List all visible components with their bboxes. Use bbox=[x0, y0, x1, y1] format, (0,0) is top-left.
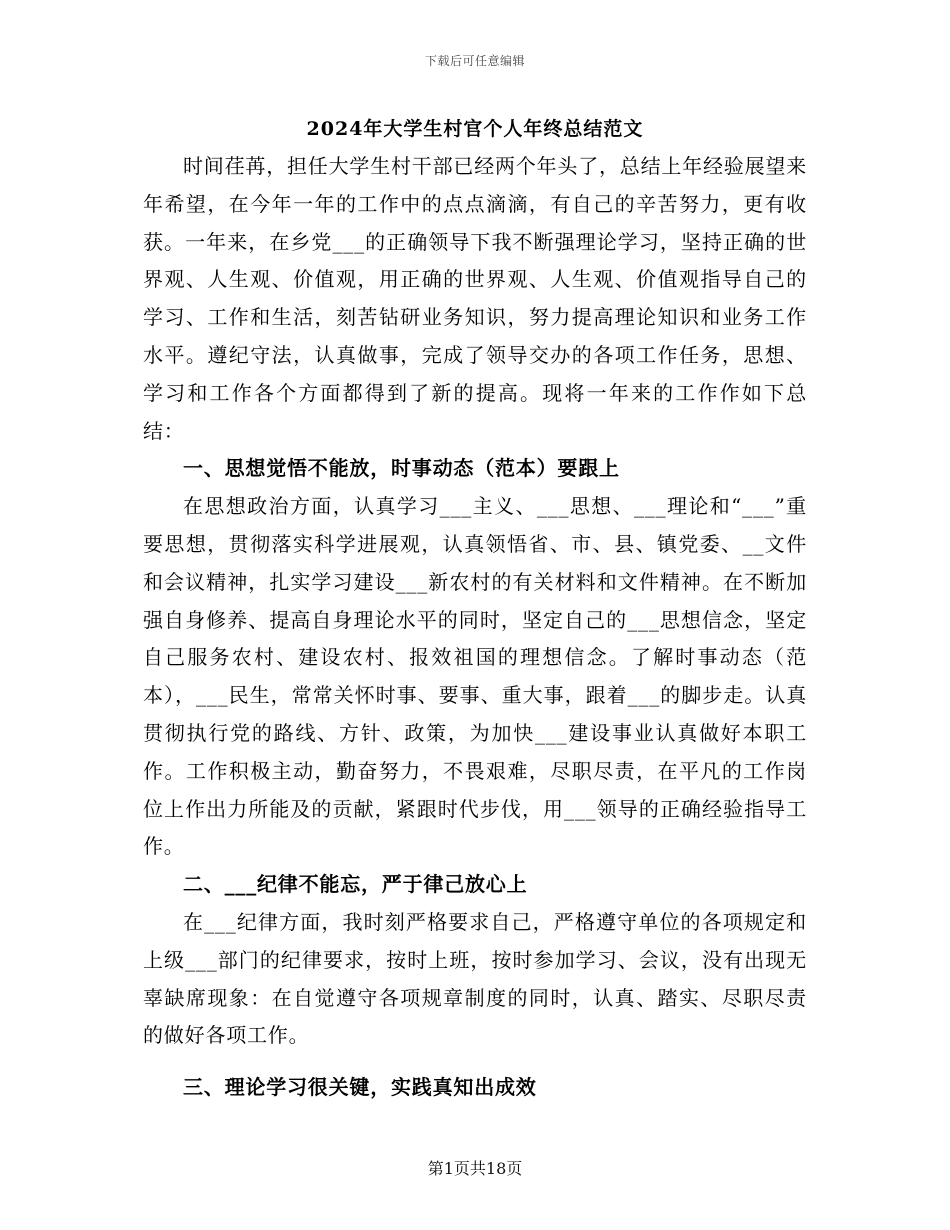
section-heading-2: 二、___纪律不能忘，严于律己放心上 bbox=[183, 872, 528, 897]
section-heading-3: 三、理论学习很关键，实践真知出成效 bbox=[183, 1075, 537, 1100]
section-heading-1: 一、思想觉悟不能放，时事动态（范本）要跟上 bbox=[183, 456, 620, 481]
intro-paragraph: 时间荏苒，担任大学生村干部已经两个年头了，总结上年经验展望来年希望，在今年一年的工作中的点点滴滴，有自己的辛苦努力，更有收获。一年来，在乡党___的正确领导下我不断强理论学习，坚持正确的世界观、人生观、价值观，用正确的世界观、人生观、价值观指导自己的学习、工作和生活，刻苦钻研业务知识，努力提高理论知识和业务工作水平。遵纪守法，认真做事，完成了领导交办的各项工作任务，思想、学习和工作各个方面都得到了新的提高。现将一年来的工作作如下总结： bbox=[143, 154, 807, 443]
page-number: 第1页共18页 bbox=[427, 1159, 523, 1178]
section-paragraph-1: 在思想政治方面，认真学习___主义、___思想、___理论和“___”重要思想，贯彻落实科学进展观，认真领悟省、市、县、镇党委、__文件和会议精神，扎实学习建设___新农村的有关材料和文件精神。在不断加强自身修养、提高自身理论水平的同时，坚定自己的___思想信念，坚定自己服务农村、建设农村、报效祖国的理想信念。了解时事动态（范本），___民生，常常关怀时事、要事、重大事，跟着___的脚步走。认真贯彻执行党的路线、方针、政策，为加快___建设事业认真做好本职工作。工作积极主动，勤奋努力，不畏艰难，尽职尽责，在平凡的工作岗位上作出力所能及的贡献，紧跟时代步伐，用___领导的正确经验指导工作。 bbox=[143, 494, 807, 859]
document-body bbox=[143, 148, 807, 1107]
document-title: 2024年大学生村官个人年终总结范文 bbox=[306, 118, 644, 140]
header-note: 下载后可任意编辑 bbox=[424, 54, 525, 68]
section-paragraph-2: 在___纪律方面，我时刻严格要求自己，严格遵守单位的各项规定和上级___部门的纪律要求，按时上班，按时参加学习、会议，没有出现无辜缺席现象：在自觉遵守各项规章制度的同时，认真、踏实、尽职尽责的做好各项工作。 bbox=[143, 909, 807, 1048]
